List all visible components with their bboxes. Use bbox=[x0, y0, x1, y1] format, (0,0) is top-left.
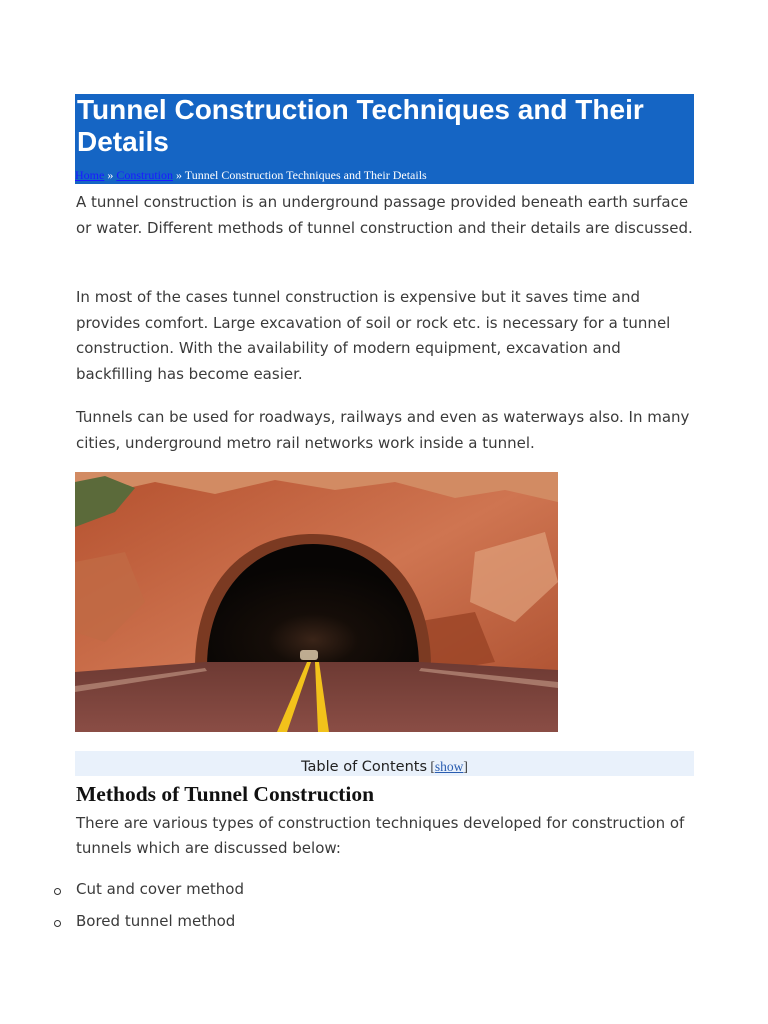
toc-bracket: [ bbox=[427, 759, 435, 774]
list-item bbox=[50, 877, 244, 909]
breadcrumb-separator: » bbox=[173, 168, 185, 182]
list-item bbox=[50, 909, 244, 941]
toc-title: Table of Contents bbox=[301, 759, 428, 775]
breadcrumb-home-link[interactable]: Home bbox=[75, 168, 105, 182]
cost-paragraph: In most of the cases tunnel construction is expensive but it saves time and provides comfort. Large excavation of soil or rock etc. is necessary for a tunnel construction. With the availability of modern equipment, excavation and backfilling has become easier. bbox=[76, 288, 671, 383]
bullet-icon bbox=[54, 920, 61, 927]
title-banner bbox=[75, 94, 694, 184]
breadcrumb-category-link[interactable]: Constrution bbox=[116, 168, 173, 182]
toc-show-link[interactable]: show bbox=[434, 759, 464, 774]
methods-list bbox=[50, 877, 244, 941]
table-of-contents bbox=[75, 751, 694, 776]
uses-paragraph: Tunnels can be used for roadways, railways and even as waterways also. In many cities, underground metro rail networks work inside a tunnel. bbox=[76, 408, 690, 452]
page-title: Tunnel Construction Techniques and Their Details bbox=[77, 94, 644, 157]
intro-paragraph: A tunnel construction is an underground passage provided beneath earth surface or water. Different methods of tunnel construction and their details are discussed. bbox=[76, 193, 693, 237]
toc-bracket: ] bbox=[463, 759, 468, 774]
section-intro-paragraph: There are various types of construction techniques developed for construction of tunnels which are discussed below: bbox=[76, 814, 685, 857]
section-heading: Methods of Tunnel Construction bbox=[76, 782, 375, 806]
tunnel-photo bbox=[75, 472, 558, 732]
breadcrumb-separator: » bbox=[104, 168, 117, 182]
list-item-label: Cut and cover method bbox=[76, 880, 245, 898]
breadcrumb bbox=[75, 168, 427, 182]
bullet-icon bbox=[54, 888, 61, 895]
list-item-label: Bored tunnel method bbox=[76, 912, 236, 930]
toc-toggle bbox=[427, 759, 468, 774]
breadcrumb-current: Tunnel Construction Techniques and Their Details bbox=[184, 168, 427, 182]
